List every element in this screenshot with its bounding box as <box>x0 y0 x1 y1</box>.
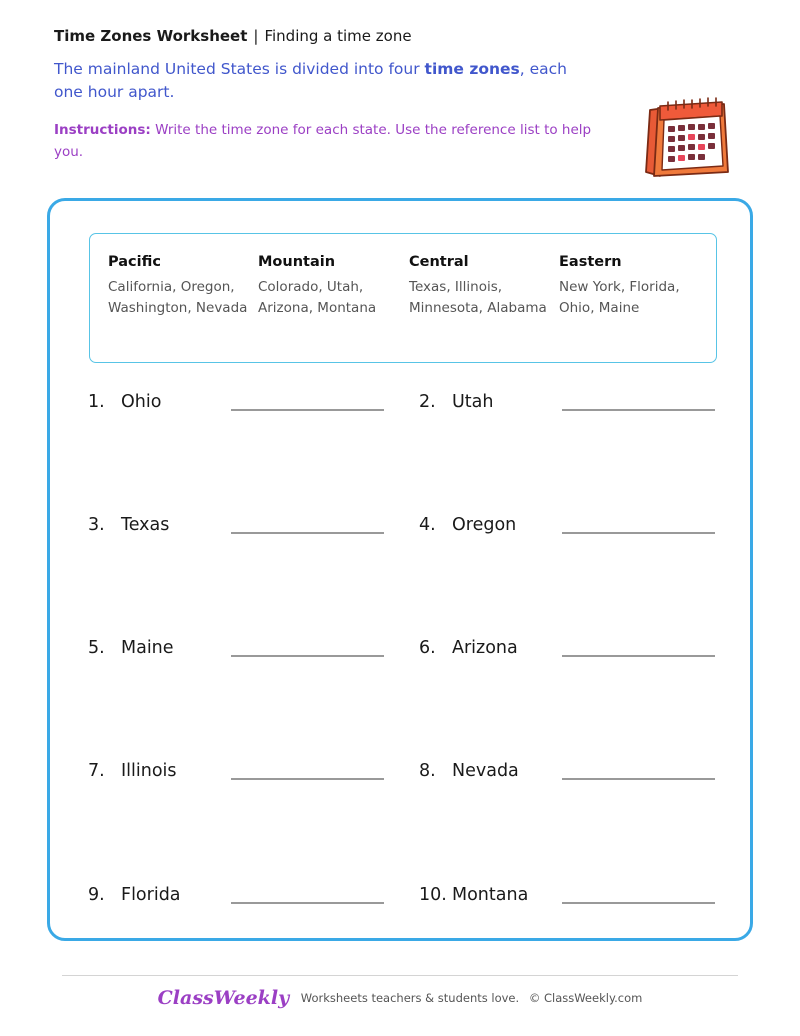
answer-line[interactable] <box>562 655 715 657</box>
question-number: 9. <box>88 885 105 905</box>
intro-bold-term: time zones <box>424 60 520 78</box>
footer-tagline: Worksheets teachers & students love. <box>300 991 520 1005</box>
zone-states: Colorado, Utah, Arizona, Montana <box>258 279 377 316</box>
question-number: 7. <box>88 761 105 781</box>
instructions <box>54 119 594 163</box>
footer-copyright: © ClassWeekly.com <box>528 991 643 1005</box>
question-number: 4. <box>419 515 436 535</box>
reference-column-eastern <box>559 254 709 319</box>
question-state: Oregon <box>452 515 517 535</box>
question-state: Maine <box>121 638 174 658</box>
question-state: Ohio <box>121 392 162 412</box>
reference-list <box>89 233 717 363</box>
question-state: Montana <box>452 885 529 905</box>
zone-name: Pacific <box>108 254 161 270</box>
question-state: Utah <box>452 392 494 412</box>
answer-line[interactable] <box>231 409 384 411</box>
header-separator: | <box>253 27 259 45</box>
question-state: Nevada <box>452 761 519 781</box>
calendar-icon <box>638 96 734 182</box>
question-number: 5. <box>88 638 105 658</box>
answer-line[interactable] <box>231 902 384 904</box>
zone-states: Texas, Illinois, Minnesota, Alabama <box>409 279 547 316</box>
zone-name: Central <box>409 254 469 270</box>
worksheet-header <box>54 27 412 45</box>
instructions-text: Write the time zone for each state. Use the reference list to help you. <box>54 122 592 160</box>
question-state: Illinois <box>121 761 177 781</box>
question-number: 1. <box>88 392 105 412</box>
zone-states: New York, Florida, Ohio, Maine <box>559 279 680 316</box>
question-state: Arizona <box>452 638 518 658</box>
question-number: 3. <box>88 515 105 535</box>
worksheet-card <box>47 198 753 941</box>
brand-logo: ClassWeekly <box>157 987 290 1009</box>
question-state: Texas <box>121 515 170 535</box>
intro-text-end: , each one hour apart. <box>54 60 567 101</box>
question-number: 2. <box>419 392 436 412</box>
answer-line[interactable] <box>231 778 384 780</box>
worksheet-title: Time Zones Worksheet <box>54 27 248 45</box>
footer-divider <box>62 975 738 976</box>
question-state: Florida <box>121 885 181 905</box>
reference-column-mountain <box>258 254 408 319</box>
answer-line[interactable] <box>231 655 384 657</box>
answer-line[interactable] <box>562 902 715 904</box>
answer-line[interactable] <box>562 409 715 411</box>
instructions-lead: Instructions: <box>54 122 151 138</box>
question-number: 6. <box>419 638 436 658</box>
intro-text-start: The mainland United States is divided into four <box>54 60 425 78</box>
answer-line[interactable] <box>562 532 715 534</box>
zone-name: Mountain <box>258 254 336 270</box>
reference-column-central <box>409 254 559 319</box>
intro-text <box>54 58 594 104</box>
worksheet-subtitle: Finding a time zone <box>264 27 412 45</box>
question-number: 8. <box>419 761 436 781</box>
answer-line[interactable] <box>231 532 384 534</box>
answer-line[interactable] <box>562 778 715 780</box>
zone-states: California, Oregon, Washington, Nevada <box>108 279 248 316</box>
question-number: 10. <box>419 885 447 905</box>
reference-column-pacific <box>108 254 258 319</box>
zone-name: Eastern <box>559 254 622 270</box>
footer <box>0 987 800 1009</box>
